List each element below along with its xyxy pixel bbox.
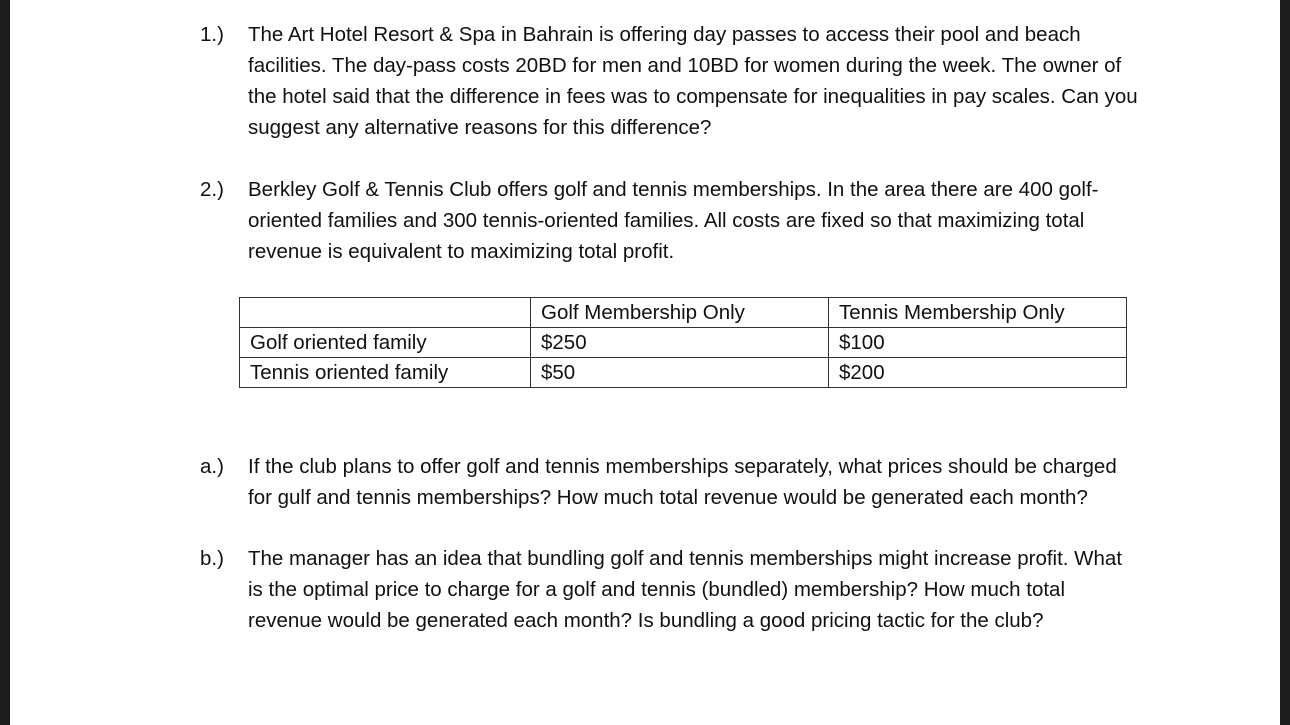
question-2-text: Berkley Golf & Tennis Club offers golf and tennis memberships. In the area there are 400 golf-oriented families and 300 tennis-oriented families. All costs are fixed so that maximizing total revenue is equivalent to maximizing total profit. (248, 178, 1099, 263)
table-row (240, 328, 1127, 358)
table-header-golf: Golf Membership Only (531, 298, 829, 328)
right-dark-border (1280, 0, 1290, 725)
question-2-number: 2.) (200, 178, 224, 201)
question-2 (200, 174, 1140, 267)
row-label-golf-family: Golf oriented family (240, 328, 531, 358)
row-label-tennis-family: Tennis oriented family (240, 358, 531, 388)
question-2a (200, 451, 1140, 513)
question-2a-number: a.) (200, 455, 224, 478)
question-2a-text: If the club plans to offer golf and tennis memberships separately, what prices should be charged for gulf and tennis memberships? How much total revenue would be generated each month? (248, 455, 1117, 509)
question-1 (200, 19, 1140, 143)
cell-tennis-family-tennis: $200 (829, 358, 1127, 388)
question-1-text: The Art Hotel Resort & Spa in Bahrain is offering day passes to access their pool and beach facilities. The day-pass costs 20BD for men and 10BD for women during the week. The owner of the hotel said that the difference in fees was to compensate for inequalities in pay scales. Can you suggest any alternative reasons for this difference? (248, 23, 1138, 139)
cell-tennis-family-golf: $50 (531, 358, 829, 388)
document-page (10, 0, 1280, 725)
question-2b-text: The manager has an idea that bundling golf and tennis memberships might increase profit. What is the optimal price to charge for a golf and tennis (bundled) membership? How much total revenue would be generated each month? Is bundling a good pricing tactic for the club? (248, 547, 1123, 632)
question-2b-number: b.) (200, 547, 224, 570)
membership-price-table (239, 297, 1127, 388)
table-header-empty (240, 298, 531, 328)
table-header-tennis: Tennis Membership Only (829, 298, 1127, 328)
cell-golf-family-tennis: $100 (829, 328, 1127, 358)
table-header-row (240, 298, 1127, 328)
question-1-number: 1.) (200, 23, 224, 46)
question-2b (200, 543, 1140, 636)
cell-golf-family-golf: $250 (531, 328, 829, 358)
left-dark-border (0, 0, 10, 725)
table-row (240, 358, 1127, 388)
